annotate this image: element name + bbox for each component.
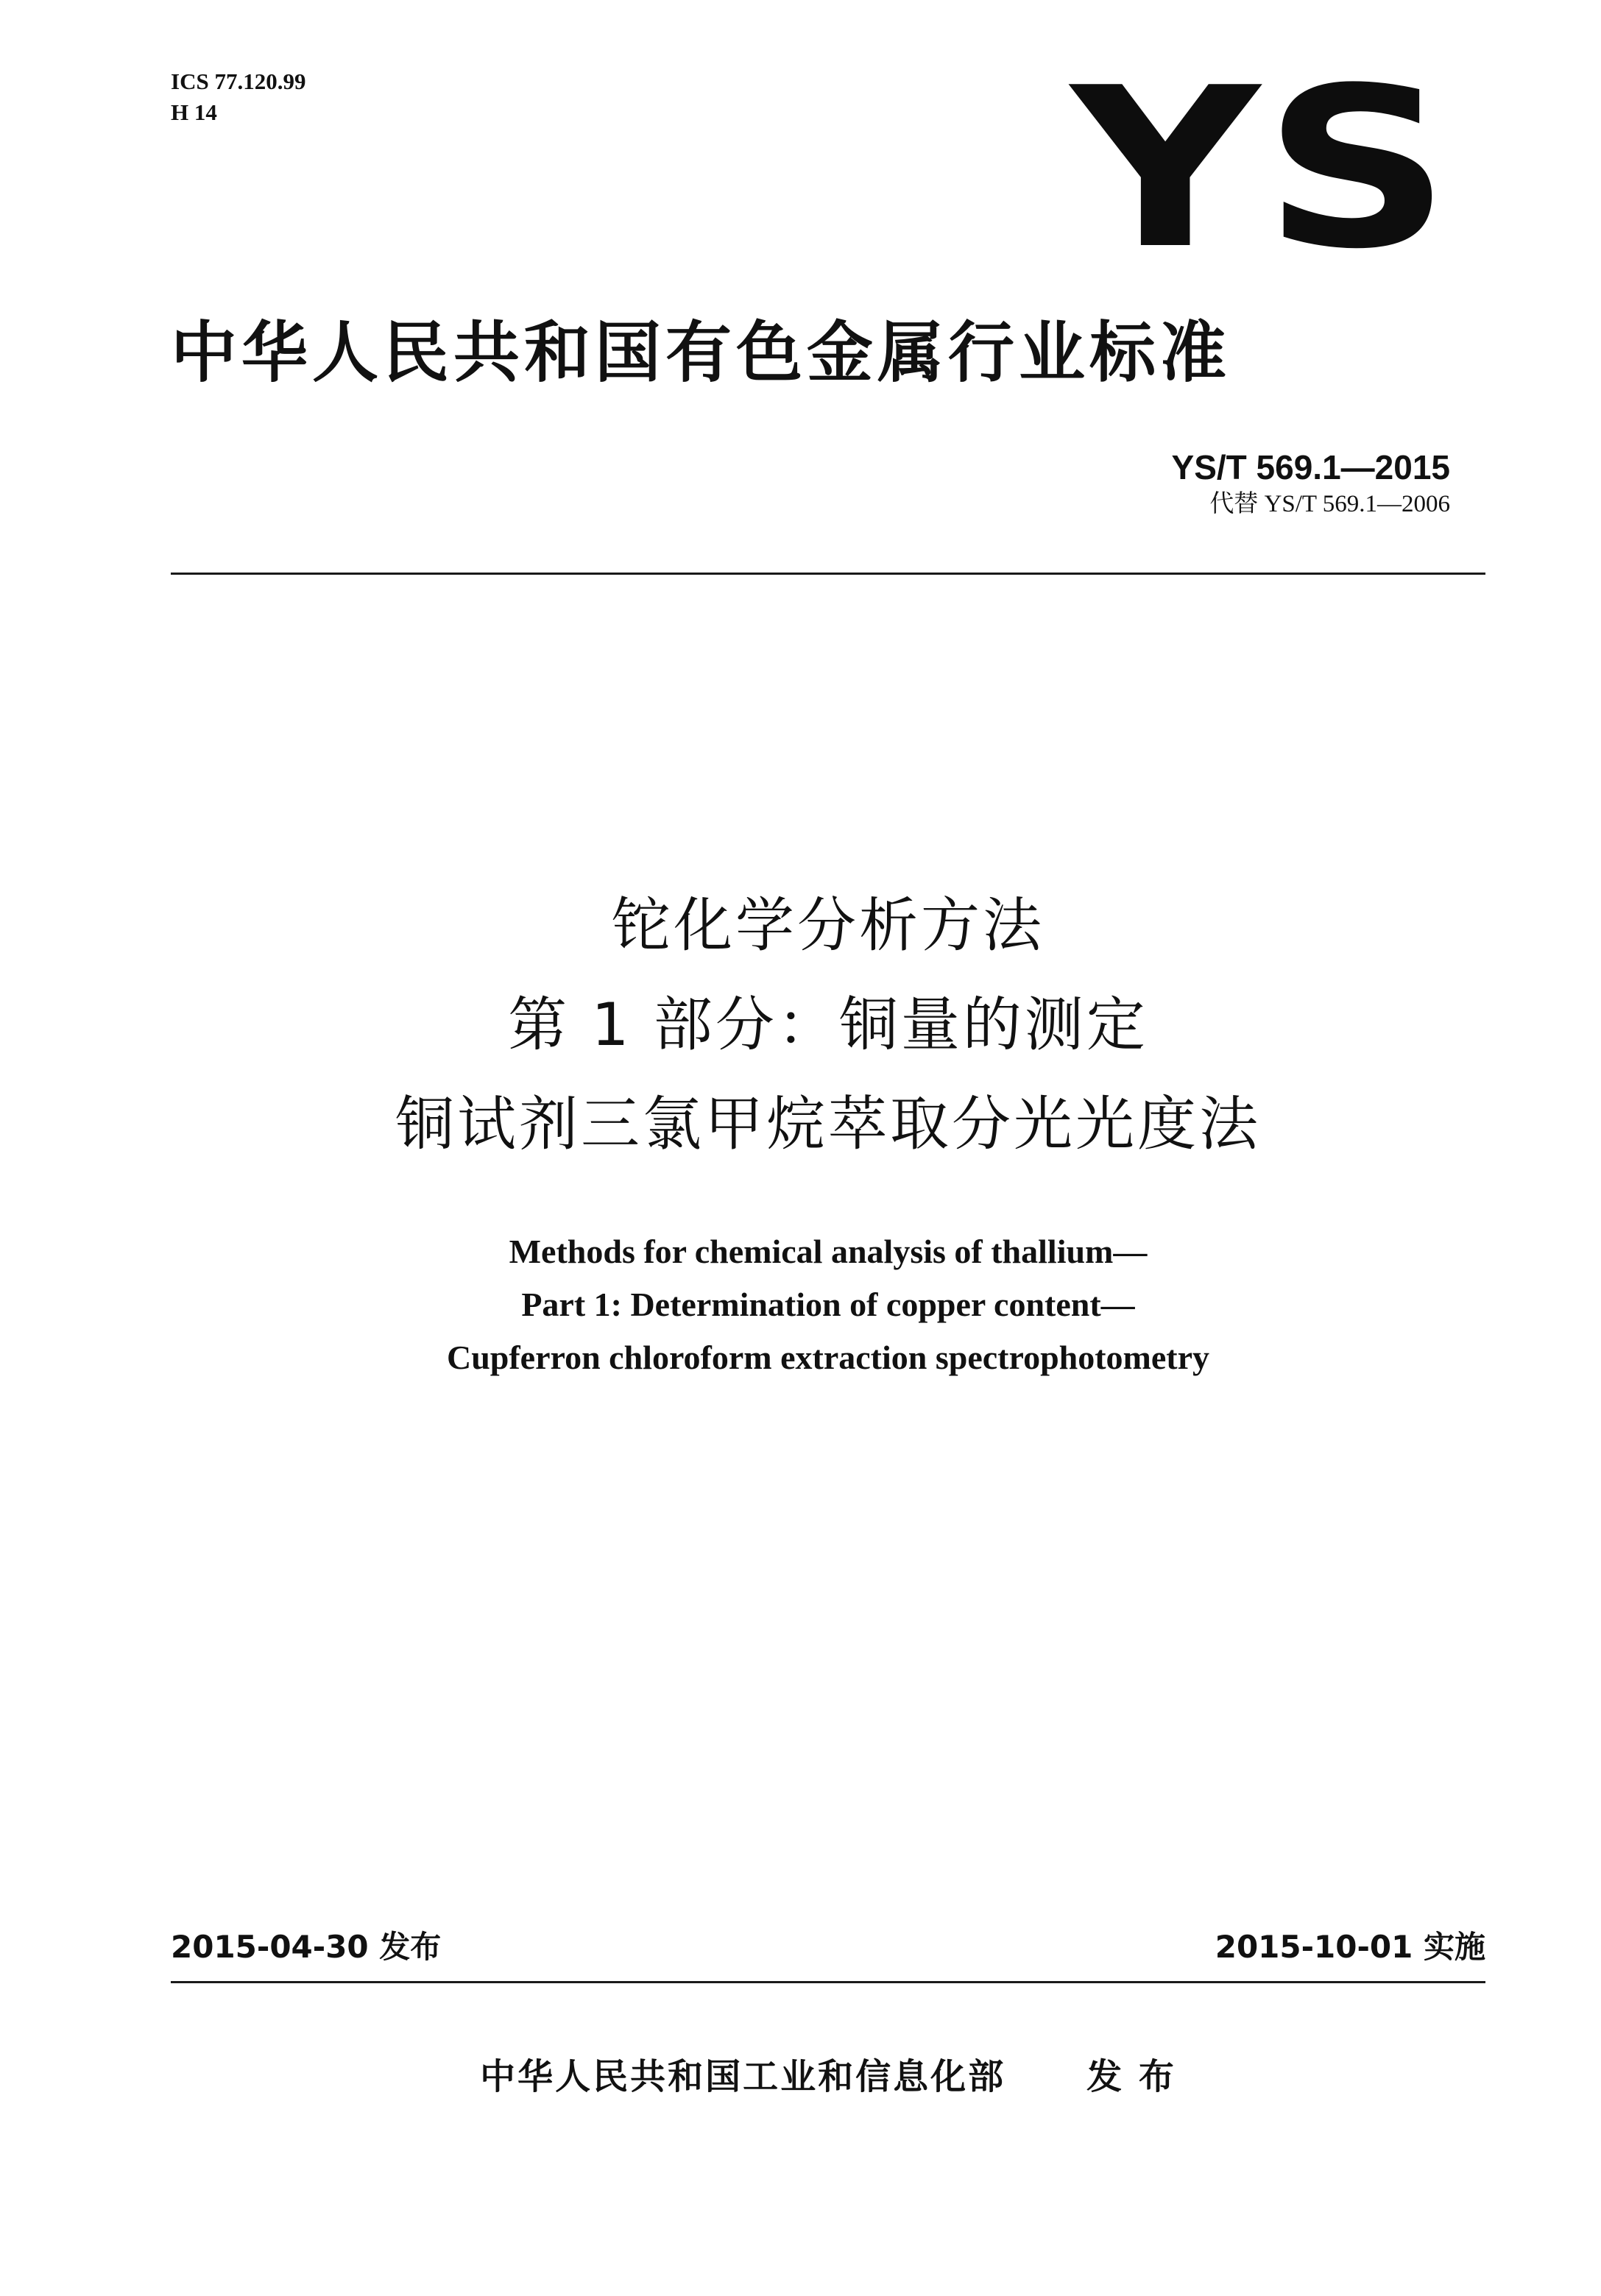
ccs-code: H 14 [171, 99, 217, 125]
chinese-title-line-2: 第 1 部分：铜量的测定 [508, 991, 1148, 1059]
chinese-title-line-1: 铊化学分析方法 [612, 891, 1045, 960]
top-divider [171, 573, 1485, 575]
classification-codes [171, 66, 305, 128]
ics-code: ICS 77.120.99 [171, 68, 306, 94]
standard-number-block [1172, 446, 1450, 520]
english-title-line-2: Part 1: Determination of copper content— [521, 1286, 1135, 1323]
ys-logo: YS [1071, 40, 1455, 297]
bottom-divider [171, 1981, 1485, 1983]
implementation-date: 2015-10-01 实施 [1215, 1929, 1485, 1965]
english-title-line-3: Cupferron chloroform extraction spectrophotometry [446, 1339, 1210, 1376]
publisher-line [171, 2053, 1485, 2100]
standard-number: YS/T 569.1—2015 [1171, 448, 1450, 486]
industry-standard-title: 中华人民共和国有色金属行业标准 [171, 314, 1231, 391]
publisher-name: 中华人民共和国工业和信息化部 [480, 2056, 1006, 2097]
chinese-title-line-3: 铜试剂三氯甲烷萃取分光光度法 [395, 1090, 1261, 1158]
english-title [171, 1225, 1485, 1384]
chinese-title [171, 876, 1485, 1174]
publisher-action: 发 布 [1086, 2056, 1176, 2097]
issue-date: 2015-04-30 发布 [171, 1929, 442, 1965]
english-title-line-1: Methods for chemical analysis of thallium— [509, 1233, 1148, 1270]
replaces-standard: 代替 YS/T 569.1—2006 [1209, 491, 1450, 517]
